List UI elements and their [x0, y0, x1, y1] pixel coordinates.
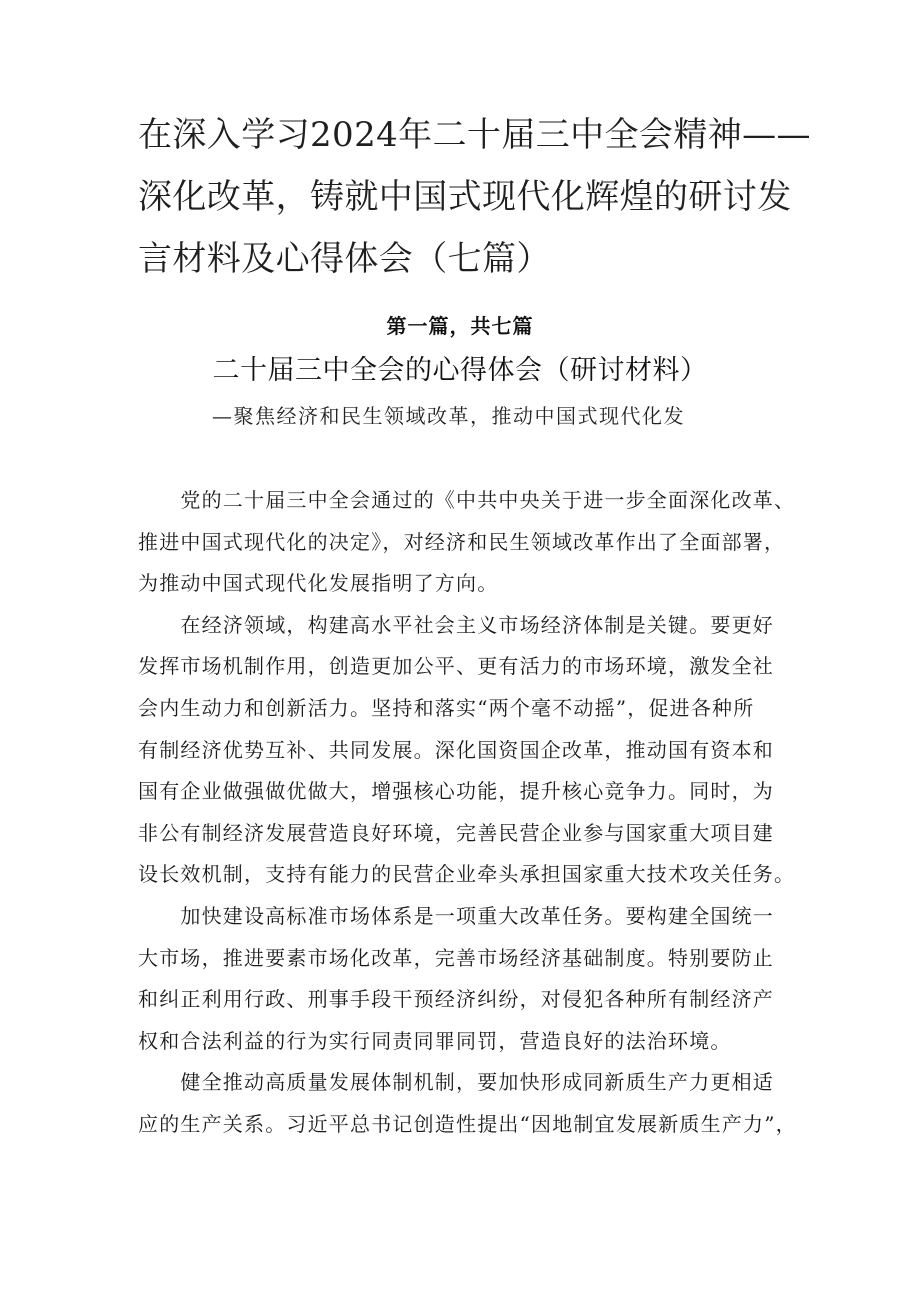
paragraph-line: 党的二十届三中全会通过的《中共中央关于进一步全面深化改革、	[138, 488, 796, 512]
paragraph	[138, 480, 798, 605]
article-body	[138, 480, 798, 1146]
part-label: 第一篇，共七篇	[386, 314, 534, 338]
paragraph-line: 非公有制经济发展营造良好环境，完善民营企业参与国家重大项目建	[138, 820, 774, 845]
document-title	[138, 104, 811, 290]
paragraph-line: 为推动中国式现代化发展指明了方向。	[138, 571, 499, 596]
paragraph	[138, 896, 798, 1062]
paragraph-line: 会内生动力和创新活力。坚持和落实“两个毫不动摇”，促进各种所	[138, 695, 755, 720]
paragraph-line: 加快建设高标准市场体系是一项重大改革任务。要构建全国统一	[138, 903, 774, 928]
article-title: 二十届三中全会的心得体会（研讨材料）	[212, 355, 708, 386]
paragraph-line: 和纠正利用行政、刑事手段干预经济纠纷，对侵犯各种所有制经济产	[138, 987, 774, 1012]
document-title-line: 深化改革，铸就中国式现代化辉煌的研讨发	[138, 177, 792, 217]
paragraph-line: 推进中国式现代化的决定》，对经济和民生领域改革作出了全面部署，	[138, 529, 786, 554]
paragraph-line: 大市场，推进要素市场化改革，完善市场经济基础制度。特别要防止	[138, 945, 774, 970]
document-title-line: 在深入学习2024年二十届三中全会精神——	[138, 115, 811, 155]
paragraph	[138, 1062, 798, 1145]
paragraph-line: 国有企业做强做优做大，增强核心功能，提升核心竞争力。同时，为	[138, 779, 774, 804]
article-subtitle: —聚焦经济和民生领域改革，推动中国式现代化发	[212, 404, 685, 428]
paragraph-line: 健全推动高质量发展体制机制，要加快形成同新质生产力更相适	[138, 1070, 774, 1095]
paragraph-line: 在经济领域，构建高水平社会主义市场经济体制是关键。要更好	[138, 612, 774, 637]
paragraph-line: 有制经济优势互补、共同发展。深化国资国企改革，推动国有资本和	[138, 737, 774, 762]
paragraph-line: 应的生产关系。习近平总书记创造性提出“因地制宜发展新质生产力”，	[138, 1111, 797, 1136]
paragraph-line: 设长效机制，支持有能力的民营企业牵头承担国家重大技术攻关任务。	[138, 862, 796, 887]
paragraph-line: 权和合法利益的行为实行同责同罪同罚，营造良好的法治环境。	[138, 1028, 732, 1053]
document-title-line: 言材料及心得体会（七篇）	[138, 239, 551, 279]
paragraph	[138, 605, 798, 896]
paragraph-line: 发挥市场机制作用，创造更加公平、更有活力的市场环境，激发全社	[138, 654, 774, 679]
